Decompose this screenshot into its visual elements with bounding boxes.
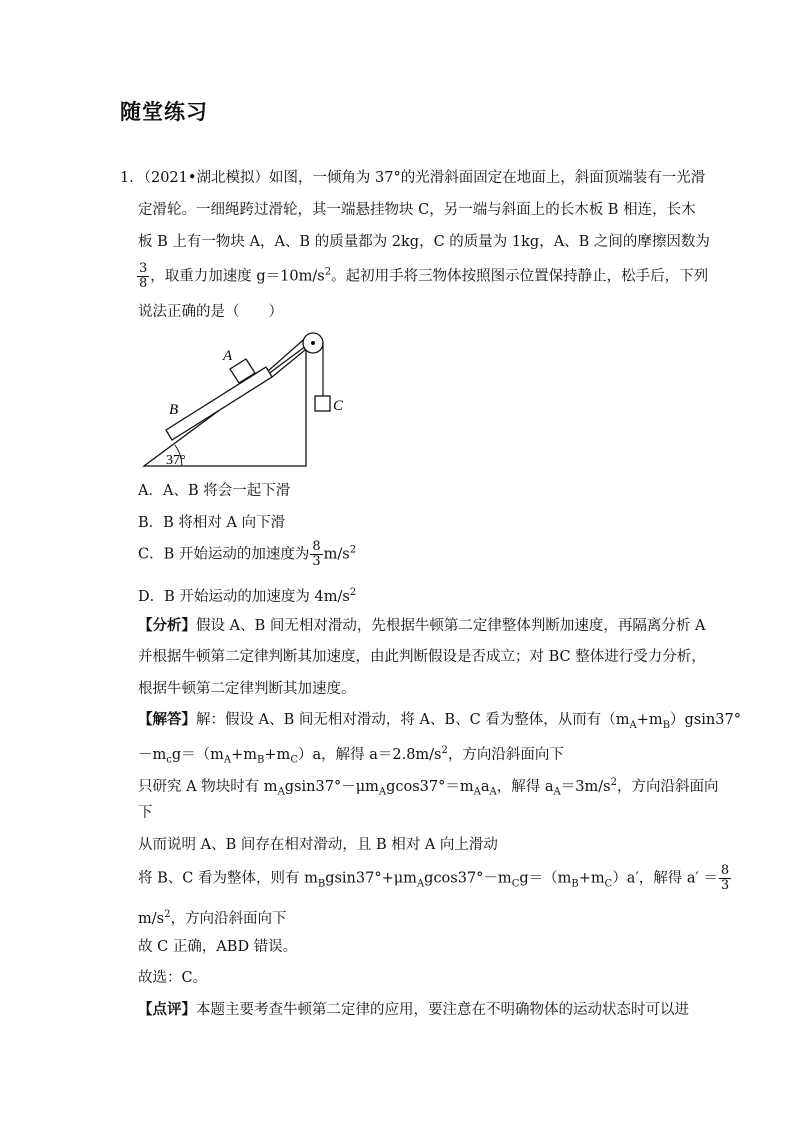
pulley-axle (311, 341, 315, 345)
review-tag: 【点评】 (138, 1001, 196, 1018)
label-b: B (169, 402, 179, 418)
page-title: 随堂练习 (120, 100, 208, 124)
question-line-4: $\frac{3}{8}$ ，取重力加速度 $g=10m/s^2$。起初用手将三物体按照图示位置保持静止，松手后，下列 (139, 261, 709, 291)
analysis-tag: 【分析】 (138, 617, 196, 634)
option-a: A．A、B 将会一起下滑 (138, 483, 291, 499)
solution-line-1: 【解答】解：假设 A、B 间无相对滑动，将 A、B、C 看为整体，从而有$(m_A+m_B)gsin37^\circ$ (138, 711, 741, 731)
board-b (166, 367, 272, 440)
analysis-line-2: 并根据牛顿第二定律判断其加速度，由此判断假设是否成立；对 BC 整体进行受力分析， (138, 649, 706, 665)
solution-line-8: 故 C 正确，ABD 错误。 (138, 939, 298, 955)
option-c: C．B 开始运动的加速度为 $\frac{8}{3}$ $m/s^2$ (138, 539, 357, 569)
analysis-line-3: 根据牛顿第二定律判断其加速度。 (138, 681, 356, 697)
option-c-fraction: $\frac{8}{3}$ (312, 539, 321, 569)
question-line-2: 定滑轮。一细绳跨过滑轮，其一端悬挂物块 C，另一端与斜面上的长木板 B 相连，长木 (138, 202, 696, 218)
solution-line-5: 从而说明 A、B 间存在相对滑动，且 B 相对 A 向上滑动 (138, 837, 498, 853)
incline-pulley-figure (140, 328, 360, 473)
question-line-3: 板 B 上有一物块 A，A、B 的质量都为 2kg，C 的质量为 1kg，A、B 之间的摩擦因数为 (138, 234, 710, 250)
solution-line-9: 故选：C。 (138, 970, 208, 986)
label-a: A (223, 348, 233, 364)
block-c (315, 396, 330, 411)
question-line-1: 1．（2021•湖北模拟）如图，一倾角为 37°的光滑斜面固定在地面上，斜面顶端装有一光滑 (120, 170, 706, 186)
analysis-line-1: 【分析】假设 A、B 间无相对滑动，先根据牛顿第二定律整体判断加速度，再隔离分析 A (138, 617, 706, 634)
solution-line-6: 将 B、C 看为整体，则有 $m_Bgsin37^\circ+\mu m_Agcos37^\circ-m_Cg=(m_B+m_C)a'$，解得 a′ ＝ $\frac{8}{3}$ (138, 863, 730, 893)
solution-line-4: 下 (138, 805, 153, 821)
question-line-5: 说法正确的是（ ） (138, 304, 283, 320)
solution-line-7: $m/s^2$，方向沿斜面向下 (138, 909, 287, 927)
solution-tag: 【解答】 (138, 711, 196, 728)
solution-line-3: 只研究 A 物块时有 $m_Agsin37^\circ-\mu m_Agcos37^\circ=m_Aa_A$，解得 $a_A=3m/s^2$，方向沿斜面向 (138, 777, 719, 798)
option-b: B．B 将相对 A 向下滑 (138, 515, 286, 531)
question-number: 1． (120, 170, 144, 186)
review-line-1: 【点评】本题主要考查牛顿第二定律的应用，要注意在不明确物体的运动状态时可以进 (138, 1001, 689, 1018)
label-c: C (333, 398, 344, 414)
solution-fraction: $\frac{8}{3}$ (720, 863, 730, 893)
angle-label: 37° (166, 453, 186, 468)
friction-coefficient-fraction: $\frac{3}{8}$ (139, 261, 148, 291)
solution-line-2: $-m_cg=(m_A+m_B+m_C)a$，解得 $a=2.8m/s^2$，方向沿斜面向下 (138, 745, 564, 766)
option-d: D．B 开始运动的加速度为 $4m/s^2$ (138, 587, 357, 605)
